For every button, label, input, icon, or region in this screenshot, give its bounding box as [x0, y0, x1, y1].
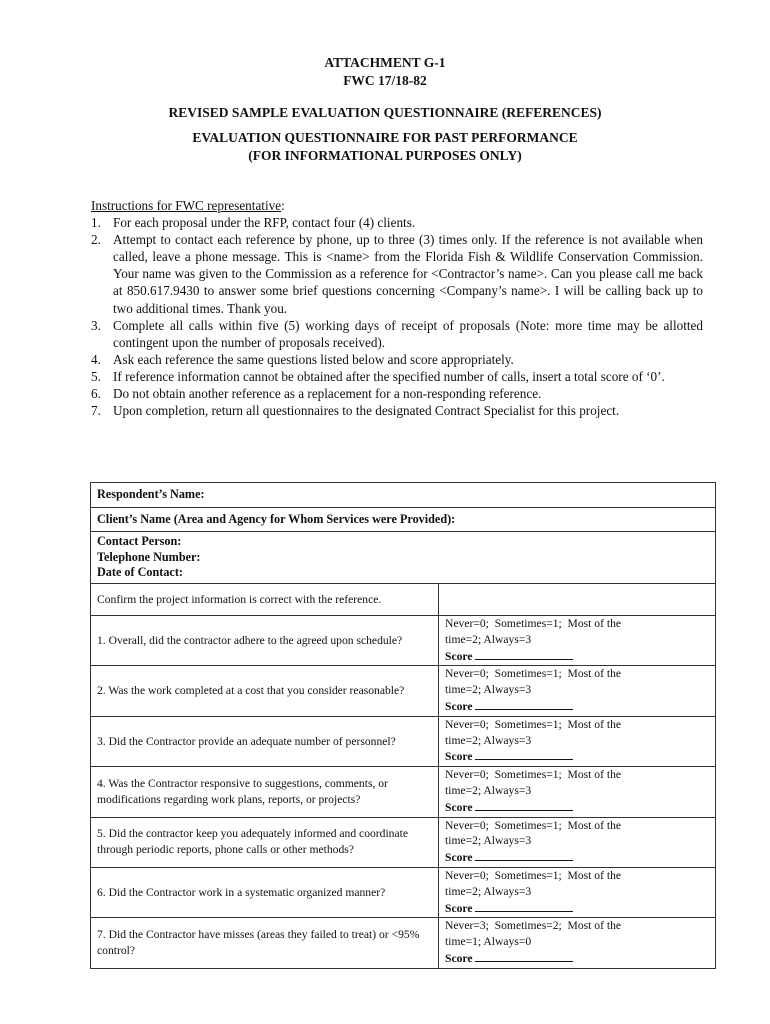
instruction-item — [91, 214, 703, 231]
scale-line-1: Never=0; Sometimes=1; Most of the — [445, 868, 622, 882]
score-blank[interactable] — [475, 799, 573, 811]
instruction-text: Attempt to contact each reference by phone, up to three (3) times only. If the reference is not available when called, leave a phone message. This is <name> from the Florida Fish & Wildlife Conservation Commission. Your name was given to the Commission as a reference for <Contractor’s name>. Can you please call me back at 850.617.9430 to answer some brief questions concerning <Company’s name>. I will be calling back up to two additional times. Thank you. — [113, 232, 703, 316]
client-name-field[interactable]: Client’s Name (Area and Agency for Whom Services were Provided): — [91, 508, 716, 532]
instruction-text: Complete all calls within five (5) working days of receipt of proposals (Note: more time may be allotted contingent upon the number of proposals received). — [113, 317, 703, 350]
instructions — [91, 197, 703, 419]
instruction-number: 5. — [91, 368, 101, 384]
score-blank[interactable] — [475, 900, 573, 912]
scale-line-2: time=2; Always=3 — [445, 632, 532, 646]
attachment-title: ATTACHMENT G-1 — [324, 55, 446, 70]
instructions-heading — [91, 197, 703, 214]
scale-line-1: Never=0; Sometimes=1; Most of the — [445, 617, 622, 630]
instruction-text: If reference information cannot be obtained after the specified number of calls, insert a total score of ‘0’. — [113, 368, 665, 384]
score-label: Score — [445, 699, 473, 713]
instruction-item — [91, 317, 703, 351]
evaluation-form-table — [90, 482, 716, 969]
instruction-text: Do not obtain another reference as a replacement for a non-responding reference. — [113, 386, 542, 402]
contact-person-label: Contact Person: — [97, 533, 182, 548]
question-text: 5. Did the contractor keep you adequately informed and coordinate through periodic reports, phone calls or other methods? — [91, 817, 439, 867]
score-cell[interactable] — [439, 817, 716, 867]
instructions-list — [91, 214, 703, 419]
question-row — [91, 666, 716, 716]
instruction-number: 2. — [91, 232, 101, 248]
questionnaire-subtitle: EVALUATION QUESTIONNAIRE FOR PAST PERFORMANCE — [192, 130, 578, 145]
instruction-item — [91, 385, 703, 402]
question-text: 3. Did the Contractor provide an adequate number of personnel? — [91, 716, 439, 766]
question-text: 7. Did the Contractor have misses (areas they failed to treat) or <95% control? — [91, 918, 439, 968]
informational-note: (FOR INFORMATIONAL PURPOSES ONLY) — [248, 148, 522, 163]
score-blank[interactable] — [475, 748, 573, 760]
question-text: 4. Was the Contractor responsive to suggestions, comments, or modifications regarding work plans, reports, or projects? — [91, 767, 439, 817]
contact-row — [91, 532, 716, 584]
scale-line-1: Never=0; Sometimes=1; Most of the — [445, 818, 622, 832]
score-label: Score — [445, 750, 473, 764]
question-row — [91, 767, 716, 817]
instruction-item — [91, 351, 703, 368]
score-cell[interactable] — [439, 616, 716, 666]
score-blank[interactable] — [475, 849, 573, 861]
instruction-number: 6. — [91, 386, 101, 402]
instruction-item — [91, 231, 703, 316]
date-of-contact-label: Date of Contact: — [97, 565, 183, 580]
scale-line-2: time=2; Always=3 — [445, 733, 532, 747]
scale-line-2: time=2; Always=3 — [445, 683, 532, 697]
instruction-text: For each proposal under the RFP, contact four (4) clients. — [113, 215, 416, 231]
score-label: Score — [445, 649, 473, 663]
confirm-project-answer[interactable] — [439, 584, 716, 616]
question-text: 2. Was the work completed at a cost that you consider reasonable? — [91, 666, 439, 716]
question-text: 1. Overall, did the contractor adhere to the agreed upon schedule? — [91, 616, 439, 666]
question-text: 6. Did the Contractor work in a systematic organized manner? — [91, 867, 439, 917]
score-cell[interactable] — [439, 716, 716, 766]
scale-line-2: time=2; Always=3 — [445, 884, 532, 898]
score-blank[interactable] — [475, 648, 573, 660]
instructions-title-colon: : — [281, 198, 285, 213]
client-row — [91, 508, 716, 532]
instruction-text: Upon completion, return all questionnaires to the designated Contract Specialist for this project. — [113, 403, 620, 419]
score-blank[interactable] — [475, 950, 573, 962]
respondent-row — [91, 483, 716, 508]
question-row — [91, 616, 716, 666]
instruction-number: 4. — [91, 351, 101, 367]
respondent-name-field[interactable]: Respondent’s Name: — [91, 483, 716, 508]
score-label: Score — [445, 951, 473, 965]
scale-line-2: time=2; Always=3 — [445, 783, 532, 797]
score-cell[interactable] — [439, 767, 716, 817]
questionnaire-title: REVISED SAMPLE EVALUATION QUESTIONNAIRE (REFERENCES) — [168, 105, 602, 120]
instruction-number: 7. — [91, 403, 101, 419]
score-label: Score — [445, 851, 473, 865]
instruction-item — [91, 402, 703, 419]
scale-line-1: Never=0; Sometimes=1; Most of the — [445, 717, 622, 731]
score-cell[interactable] — [439, 867, 716, 917]
scale-line-1: Never=3; Sometimes=2; Most of the — [445, 919, 622, 933]
question-row — [91, 817, 716, 867]
question-row — [91, 918, 716, 968]
contact-info-cell[interactable] — [91, 532, 716, 584]
instruction-item — [91, 368, 703, 385]
instruction-text: Ask each reference the same questions listed below and score appropriately. — [113, 351, 514, 367]
scale-line-1: Never=0; Sometimes=1; Most of the — [445, 768, 622, 782]
question-row — [91, 716, 716, 766]
instructions-title: Instructions for FWC representative — [91, 198, 282, 213]
scale-line-1: Never=0; Sometimes=1; Most of the — [445, 667, 622, 681]
score-cell[interactable] — [439, 918, 716, 968]
instruction-number: 3. — [91, 317, 101, 333]
telephone-number-label: Telephone Number: — [97, 549, 201, 564]
score-cell[interactable] — [439, 666, 716, 716]
scale-line-2: time=1; Always=0 — [445, 935, 532, 949]
question-row — [91, 867, 716, 917]
score-blank[interactable] — [475, 698, 573, 710]
scale-line-2: time=2; Always=3 — [445, 834, 532, 848]
score-label: Score — [445, 901, 473, 915]
solicitation-number: FWC 17/18-82 — [343, 73, 427, 88]
instruction-number: 1. — [91, 215, 101, 231]
score-label: Score — [445, 800, 473, 814]
confirm-row — [91, 584, 716, 616]
confirm-project-text: Confirm the project information is correct with the reference. — [91, 584, 439, 616]
